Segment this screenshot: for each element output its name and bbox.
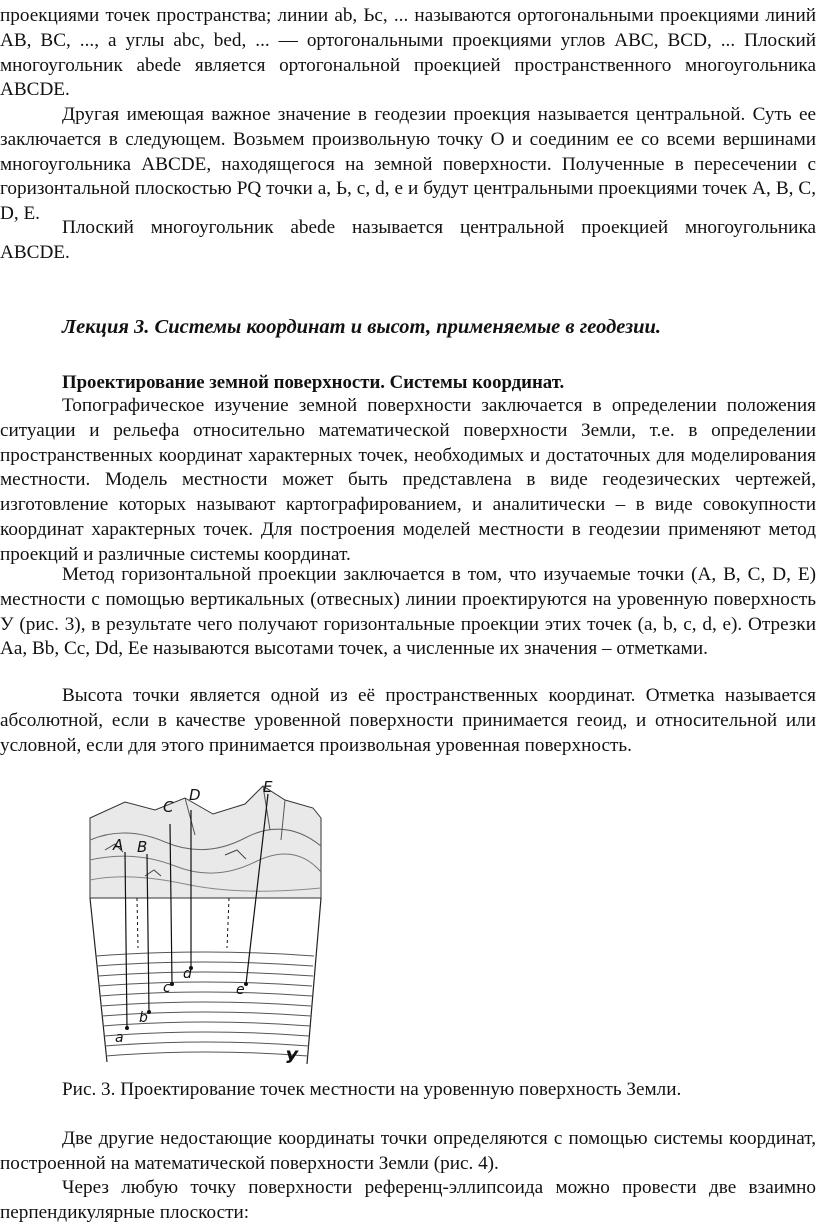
lecture-number: Лекция 3. <box>62 316 150 338</box>
caption-text: Рис. 3. Проектирование точек местности на уровенную поверхность Земли. <box>62 1079 682 1100</box>
paragraph-other-coordinates <box>0 1127 816 1177</box>
terrain-projection-illustration <box>85 780 330 1080</box>
paragraph-text: Высота точки является одной из её пространственных координат. Отметка называется абсолютной, если в качестве уровенной поверхности принимается геоид, и относительной или условной, если для этого принимается произвольная уровенная поверхность. <box>0 685 816 756</box>
level-surface-label: У <box>285 1048 299 1068</box>
section-heading: Проектирование земной поверхности. Системы координат. <box>62 372 565 393</box>
paragraph-text: Через любую точку поверхности референц-эллипсоида можно провести две взаимно перпендикулярные плоскости: <box>0 1177 816 1223</box>
terrain-point-c-label: C <box>163 798 174 816</box>
projection-b-label: b <box>139 1010 148 1026</box>
paragraph-orthogonal-projection <box>0 4 816 103</box>
paragraph-text: проекциями точек пространства; линии ab, Ьс, ... называются ортогональными проекциями линий AB, BC, ..., а углы abc, bed, ... — ортогональными проекциями углов ABC, BCD, ... Плоский многоугольник abede является ортогональной проекцией пространственного многоугольника ABCDE. <box>0 5 816 101</box>
paragraph-point-height <box>0 684 816 758</box>
lecture-title <box>62 313 802 341</box>
paragraph-topographic-study <box>0 394 816 568</box>
paragraph-text: Топографическое изучение земной поверхности заключается в определении положения ситуации и рельефа относительно математической поверхности Земли, т.е. в определении пространственных координат характерных точек, необходимых и достаточных для моделирования местности. Модель местности может быть представлена в виде геодезических чертежей, изготовление которых называют картографированием, и аналитически – в виде совокупности координат характерных точек. Для построения моделей местности в геодезии применяют метод проекций и различные системы координат. <box>0 395 816 565</box>
paragraph-planar-polygon <box>0 216 816 266</box>
paragraph-text: Другая имеющая важное значение в геодезии проекция называется центральной. Суть ее заключается в следующем. Возьмем произвольную точку O и соединим ее со всеми вершинами многоугольника ABCDE, находящегося на земной поверхности. Полученные в пересечении с горизонтальной плоскостью PQ точки а, Ь, c, d, e и будут центральными проекциями точек A, B, C, D, E. <box>0 104 816 225</box>
figure-caption <box>62 1078 681 1103</box>
projection-e-label: e <box>236 982 245 998</box>
terrain-point-b-label: B <box>137 838 148 856</box>
terrain-point-a-label: A <box>113 836 124 854</box>
terrain-point-e-label: E <box>263 780 273 796</box>
paragraph-text: Метод горизонтальной проекции заключается в том, что изучаемые точки (A, B, C, D, E) местности с помощью вертикальных (отвесных) линии проектируются на уровенную поверхность У (рис. 3), в результате чего получают горизонтальные проекции этих точек (a, b, c, d, e). Отрезки Aa, Bb, Cc, Dd, Ee называются высотами точек, а численные их значения – отметками. <box>0 564 816 660</box>
paragraph-horizontal-projection <box>0 563 816 662</box>
paragraph-text: Плоский многоугольник abede называется центральной проекцией многоугольника ABCDE. <box>0 217 816 263</box>
projection-a-label: a <box>115 1030 124 1046</box>
projection-d-label: d <box>183 966 192 982</box>
projection-c-label: c <box>163 980 171 996</box>
paragraph-text: Две другие недостающие координаты точки определяются с помощью системы координат, построенной на математической поверхности Земли (рис. 4). <box>0 1128 816 1174</box>
paragraph-central-projection <box>0 103 816 227</box>
lecture-name: Системы координат и высот, применяемые в геодезии. <box>154 316 661 338</box>
figure-terrain-projection <box>85 780 330 1080</box>
paragraph-ellipsoid-planes <box>0 1176 816 1226</box>
terrain-point-d-label: D <box>189 786 201 804</box>
